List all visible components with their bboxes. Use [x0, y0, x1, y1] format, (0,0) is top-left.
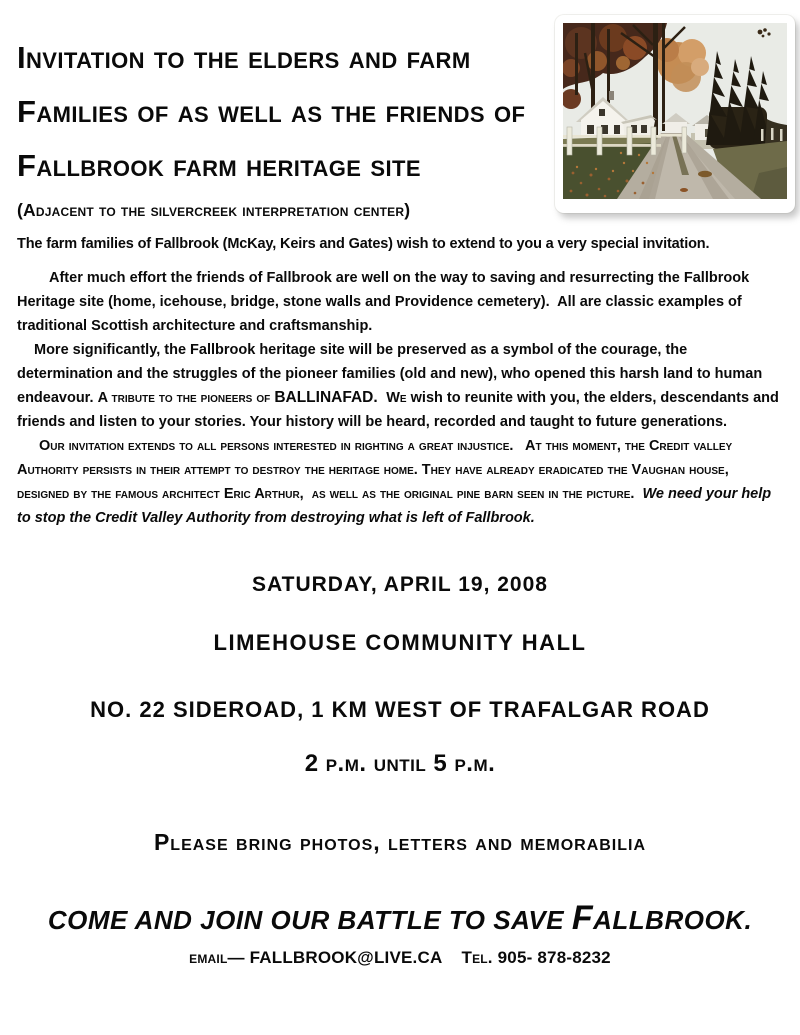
p3-tribute: A tribute to the pioneers of: [97, 390, 275, 406]
p3-text-1: More significantly, the Fallbrook heritage site will be preserved as a symbol of the courage, the determination and the struggles of the pioneer families (old and new), who opened this harsh land to human endeavour.: [17, 342, 767, 406]
flyer-title: [17, 31, 557, 193]
p3-we: We: [386, 390, 407, 406]
event-address: NO. 22 SIDEROAD, 1 KM WEST OF TRAFALGAR ROAD: [90, 697, 710, 722]
event-venue: LIMEHOUSE COMMUNITY HALL: [213, 630, 587, 655]
paragraph-significance: [17, 338, 784, 434]
paragraph-effort: After much effort the friends of Fallbrook are well on the way to saving and resurrecting the Fallbrook Heritage site (home, icehouse, bridge, stone walls and Providence cemetery). All are classic examples of traditional Scottish architecture and craftsmanship.: [17, 270, 754, 334]
farm-photo: [555, 15, 795, 213]
cta-text-1: COME AND JOIN OUR BATTLE TO SAVE: [47, 905, 572, 935]
intro-paragraph: The farm families of Fallbrook (McKay, Keirs and Gates) wish to extend to you a very special invitation.: [17, 236, 710, 252]
p3-text-2: wish to reunite with you, the elders, descendants and friends and listen to your stories. Your history will be heard, recorded and taught to future generations.: [17, 390, 783, 430]
event-cta: [0, 898, 800, 940]
title-line-1: Invitation to the elders and farm: [17, 40, 471, 75]
body-text: [17, 266, 784, 530]
title-subtitle: (Adjacent to the silvercreek interpretation center): [17, 200, 411, 220]
paragraph-invitation: [17, 434, 784, 530]
cta-big-letter: F: [571, 899, 594, 937]
event-contact: email— FALLBROOK@LIVE.CA Tel. 905- 878-8232: [189, 948, 611, 967]
event-bring-note: Please bring photos, letters and memorabilia: [153, 829, 647, 855]
cta-text-2: ALLBROOK.: [593, 905, 753, 935]
p4-smallcaps: Our invitation extends to all persons interested in righting a great injustice. At this moment, the Credit valley Authority persists in their attempt to destroy the heritage home. They have already eradicated the Vaughan house, designed by the famous architect Eric Arthur, as well as the original pine barn seen in the picture.: [17, 438, 736, 502]
title-line-3: Fallbrook farm heritage site: [17, 148, 421, 183]
event-time: 2 p.m. until 5 p.m.: [304, 750, 496, 777]
farm-photo-illustration: [563, 23, 787, 199]
event-date: SATURDAY, APRIL 19, 2008: [252, 573, 548, 596]
p4-call-to-action: We need your help to stop the Credit Valley Authority from destroying what is left of Fallbrook.: [17, 486, 776, 526]
p3-ballinafad: BALLINAFAD.: [274, 389, 387, 406]
title-line-2: Families of as well as the friends of: [17, 94, 526, 129]
